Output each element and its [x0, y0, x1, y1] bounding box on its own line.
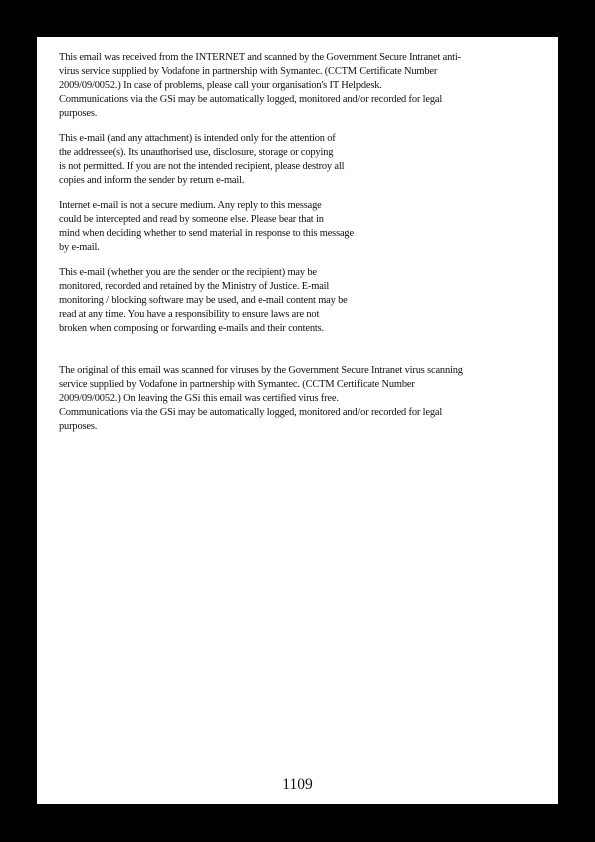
gsi-received-notice: [59, 51, 537, 121]
text-line: mind when deciding whether to send material in response to this message: [59, 228, 354, 239]
text-line: 2009/09/0052.) On leaving the GSi this email was certified virus free.: [59, 393, 339, 404]
monitoring-notice: [59, 266, 537, 336]
text-line: purposes.: [59, 108, 98, 119]
text-line: Internet e-mail is not a secure medium. Any reply to this message: [59, 200, 322, 211]
text-line: monitored, recorded and retained by the Ministry of Justice. E-mail: [59, 281, 330, 292]
confidentiality-notice: [59, 132, 537, 188]
page-number: 1109: [282, 776, 313, 793]
text-line: This e-mail (and any attachment) is intended only for the attention of: [59, 133, 336, 144]
text-line: broken when composing or forwarding e-mails and their contents.: [59, 323, 324, 334]
text-line: This e-mail (whether you are the sender or the recipient) may be: [59, 267, 317, 278]
text-line: the addressee(s). Its unauthorised use, disclosure, storage or copying: [59, 147, 334, 158]
security-notice: [59, 199, 537, 255]
text-line: service supplied by Vodafone in partnership with Symantec. (CCTM Certificate Number: [59, 379, 415, 390]
text-line: purposes.: [59, 421, 98, 432]
document-body: [59, 51, 537, 434]
text-line: virus service supplied by Vodafone in partnership with Symantec. (CCTM Certificate Number: [59, 66, 438, 77]
text-line: Communications via the GSi may be automatically logged, monitored and/or recorded for legal: [59, 94, 443, 105]
text-line: Communications via the GSi may be automatically logged, monitored and/or recorded for legal: [59, 407, 443, 418]
text-line: copies and inform the sender by return e-mail.: [59, 175, 245, 186]
document-page: [37, 37, 558, 804]
text-line: This email was received from the INTERNET and scanned by the Government Secure Intranet anti-: [59, 52, 461, 63]
text-line: 2009/09/0052.) In case of problems, please call your organisation's IT Helpdesk.: [59, 80, 382, 91]
gsi-scanned-notice: [59, 364, 537, 434]
text-line: read at any time. You have a responsibility to ensure laws are not: [59, 309, 320, 320]
text-line: The original of this email was scanned for viruses by the Government Secure Intranet virus scanning: [59, 365, 463, 376]
text-line: is not permitted. If you are not the intended recipient, please destroy all: [59, 161, 345, 172]
text-line: monitoring / blocking software may be used, and e-mail content may be: [59, 295, 348, 306]
text-line: could be intercepted and read by someone else. Please bear that in: [59, 214, 324, 225]
text-line: by e-mail.: [59, 242, 100, 253]
